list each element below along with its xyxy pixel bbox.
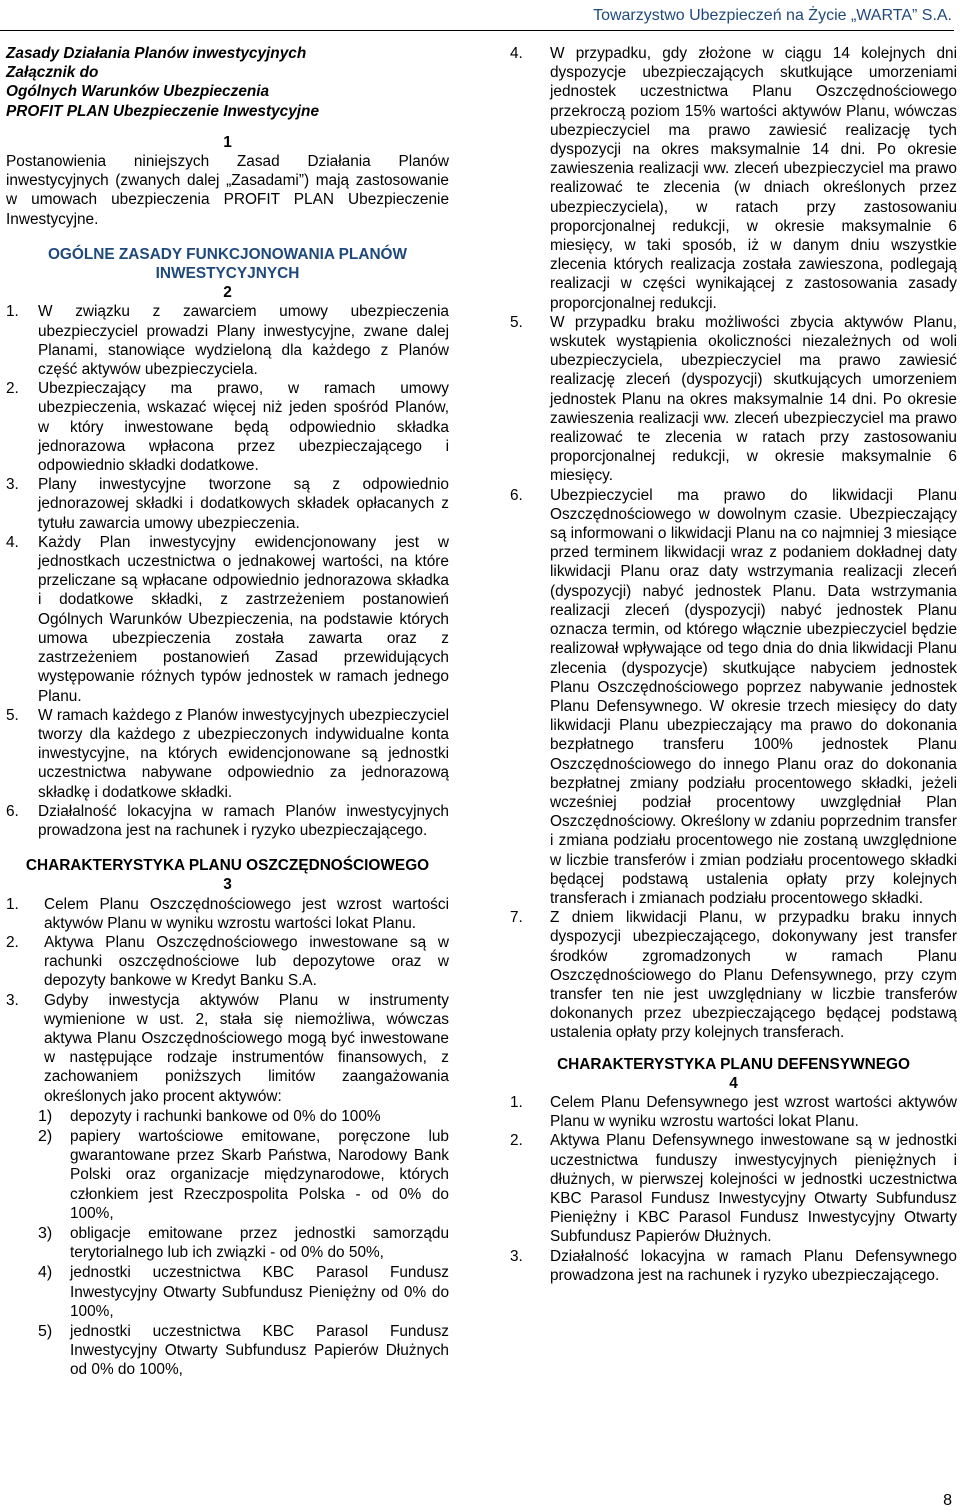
list-item: 6. Działalność lokacyjna w ramach Planów inwestycyjnych prowadzona jest na rachunek i ryzyko ubezpieczającego. [6, 802, 449, 839]
list-item: 2. Ubezpieczający ma prawo, w ramach umowy ubezpieczenia, wskazać więcej niż jeden spośród Planów, w który inwestowane będą odpowiednio składka jednorazowa wpłacona przez ubezpieczającego i odpowiednio składki dodatkowe. [6, 380, 449, 475]
list-item: 7. Z dniem likwidacji Planu, w przypadku braku innych dyspozycji ubezpieczającego, dokonywany jest transfer środków zgromadzonych w ramach Planu Oszczędnościowego do Planu Defensywnego, przy czym transfer ten nie jest uwzględniany w liczbie transferów dokonanych przez ubezpieczającego będącej podstawą ustalenia opłaty przy kolejnych transferach. [510, 909, 957, 1042]
list-item: 1. Celem Planu Oszczędnościowego jest wzrost wartości aktywów Planu w wyniku wzrostu wartości lokat Planu. [6, 895, 449, 932]
list-item: 4. W przypadku, gdy złożone w ciągu 14 kolejnych dni dyspozycje ubezpieczających skutkujące umorzeniami jednostek uczestnictwa Planu Oszczędnościowego przekroczą poziom 15% wartości aktywów Planu, wówczas ubezpieczyciel ma prawo zawiesić realizację tych dyspozycji na okres maksymalnie 14 dni. Po okresie zawieszenia realizacji ww. zleceń ubezpieczyciel ma prawo realizować te zlecenia (w dniach określonych przez ubezpieczyciela), w ratach przy zastosowaniu proporcjonalnej redukcji, w okresie maksymalnie 6 miesięcy, w taki sposób, iż w danym dniu wszystkie zlecenia których realizacja została zawieszona, podlegają realizacji w części wynikającej z zastosowania zasady proporcjonalnej redukcji. [510, 45, 957, 312]
title-line: PROFIT PLAN Ubezpieczenie Inwestycyjne [6, 102, 320, 120]
document-title [6, 44, 449, 121]
paragraph-mark-2: 2 [223, 284, 232, 302]
sub-list-item: 1) depozyty i rachunki bankowe od 0% do 100% [38, 1107, 381, 1125]
intro-text: Postanowienia niniejszych Zasad Działania Planów inwestycyjnych (zwanych dalej „Zasadami”) mają zastosowanie w umowach ubezpieczenia PROFIT PLAN Ubezpieczenie Inwestycyjne. [6, 153, 449, 228]
paragraph-mark-4: 4 [729, 1074, 738, 1092]
sub-list-item: 5) jednostki uczestnictwa KBC Parasol Fundusz Inwestycyjny Otwarty Subfundusz Papierów Dłużnych od 0% do 100%, [38, 1323, 449, 1379]
right-column [510, 44, 957, 1285]
list-item: 3. Gdyby inwestycja aktywów Planu w instrumenty wymienione w ust. 2, stała się niemożliwa, wówczas aktywa Planu Oszczędnościowego mogą być inwestowane w następujące rodzaje instrumentów finansowych, z zachowaniem poniższych limitów zaangażowania określonych jako procent aktywów: [6, 991, 449, 1105]
section-title-general: OGÓLNE ZASADY FUNKCJONOWANIA PLANÓW INWESTYCYJNYCH [47, 245, 408, 283]
list-item: 5. W ramach każdego z Planów inwestycyjnych ubezpieczyciel tworzy dla każdego z ubezpieczonych indywidualne konta inwestycyjne, na których ewidencjonowane są jednostki uczestnictwa nabywane odpowiednio za jednorazową składkę i dodatkowe składki. [6, 706, 449, 801]
title-line: Ogólnych Warunków Ubezpieczenia [6, 83, 270, 101]
list-item: 6. Ubezpieczyciel ma prawo do likwidacji Planu Oszczędnościowego w dowolnym czasie. Ubezpieczający są informowani o likwidacji Planu na co najmniej 3 miesiące przed terminem likwidacji wraz z podaniem dokładnej daty likwidacji Planu oraz daty wstrzymania realizacji zleceń (dyspozycji) nabyć jednostek Planu. Data wstrzymania realizacji zleceń (dyspozycji) nabyć jednostek Planu oznacza termin, od którego włącznie ubezpieczyciel będzie realizował wpływające od tego dnia do dnia likwidacji Planu zlecenia (dyspozycje) skutkujące nabyciem jednostek Planu Oszczędnościowego poprzez nabywanie jednostek Planu Defensywnego. W okresie trzech miesięcy do daty likwidacji Planu ubezpieczający ma prawo do dokonania bezpłatnego transferu 100% jednostek Planu Oszczędnościowego do innego Planu oraz do dokonania bezpłatnej zmiany podziału procentowego składki, jeżeli wcześniej podział procentowy uwzględniał Plan Oszczędnościowy. Określony w zdaniu poprzednim transfer i zmiana podziału procentowego nie zostaną uwzględnione w liczbie transferów i zmian podziału procentowego składki będącej podstawą ustalenia opłaty przy kolejnych transferach i zmianach podziału procentowego składki. [510, 486, 957, 907]
left-column [6, 44, 449, 1380]
section-title-defensive: CHARAKTERYSTYKA PLANU DEFENSYWNEGO [557, 1055, 910, 1073]
paragraph-mark-3: 3 [223, 876, 232, 894]
title-line: Załącznik do [6, 64, 99, 82]
title-line: Zasady Działania Planów inwestycyjnych [6, 45, 307, 62]
list-item: 4. Każdy Plan inwestycyjny ewidencjonowany jest w jednostkach uczestnictwa o jednakowej wartości, na które przeliczane są wpłacane odpowiednio jednorazowa składka i dodatkowe składki, z zastrzeżeniem postanowień Ogólnych Warunków Ubezpieczenia, na podstawie których umowa ubezpieczenia została zawarta oraz z zastrzeżeniem postanowień Zasad przewidujących występowanie różnych typów jednostek w ramach jednego Planu. [6, 533, 449, 705]
section-title-savings: CHARAKTERYSTYKA PLANU OSZCZĘDNOŚCIOWEGO [25, 857, 430, 875]
list-item: 3. Działalność lokacyjna w ramach Planu Defensywnego prowadzona jest na rachunek i ryzyko ubezpieczającego. [510, 1247, 957, 1284]
paragraph-mark-1: 1 [223, 133, 232, 151]
sub-list-item: 4) jednostki uczestnictwa KBC Parasol Fundusz Inwestycyjny Otwarty Subfundusz Pieniężny od 0% do 100%, [38, 1264, 449, 1320]
sub-list-item: 3) obligacje emitowane przez jednostki samorządu terytorialnego lub ich związki - od 0% do 50%, [38, 1224, 449, 1262]
page-number: 8 [943, 1491, 952, 1509]
company-name: Towarzystwo Ubezpieczeń na Życie „WARTA” S.A. [593, 7, 952, 24]
list-item: 2. Aktywa Planu Defensywnego inwestowane są w jednostki uczestnictwa funduszy inwestycyjnych pieniężnych i dłużnych, w pierwszej kolejności w jednostki uczestnictwa KBC Parasol Fundusz Inwestycyjny Otwarty Subfundusz Pieniężny i KBC Parasol Fundusz Inwestycyjny Otwarty Subfundusz Papierów Dłużnych. [510, 1132, 957, 1246]
list-item: 1. Celem Planu Defensywnego jest wzrost wartości aktywów Planu w wyniku wzrostu wartości lokat Planu. [510, 1093, 957, 1131]
list-item: 2. Aktywa Planu Oszczędnościowego inwestowane są w rachunki oszczędnościowe lub depozytowe oraz w depozyty bankowe w Kredyt Banku S.A. [6, 933, 449, 990]
list-item: 1. W związku z zawarciem umowy ubezpieczenia ubezpieczyciel prowadzi Plany inwestycyjne, zwane dalej Planami, stanowiące wydzieloną dla każdego z Planów część aktywów ubezpieczyciela. [6, 303, 449, 379]
list-item: 5. W przypadku braku możliwości zbycia aktywów Planu, wskutek wystąpienia okoliczności niezależnych od woli ubezpieczyciela, ubezpieczyciel ma prawo zawiesić realizację zleceń (dyspozycji) skutkujących umorzeniem jednostek Planu na okres maksymalnie 14 dni. Po okresie zawieszenia realizacji ww. zleceń ubezpieczyciel ma prawo realizować te zlecenia w ratach przy zastosowaniu proporcjonalnej redukcji, w okresie maksymalnie 6 miesięcy. [510, 313, 957, 485]
sub-list-item: 2) papiery wartościowe emitowane, poręczone lub gwarantowane przez Skarb Państwa, Narodowy Bank Polski oraz organizacje międzynarodowe, których członkiem jest Rzeczpospolita Polska - od 0% do 100%, [38, 1127, 449, 1222]
page-header [0, 4, 954, 31]
list-item: 3. Plany inwestycyjne tworzone są z odpowiednio jednorazowej składki i dodatkowych składek opłacanych z tytułu zawarcia umowy ubezpieczenia. [6, 476, 449, 532]
